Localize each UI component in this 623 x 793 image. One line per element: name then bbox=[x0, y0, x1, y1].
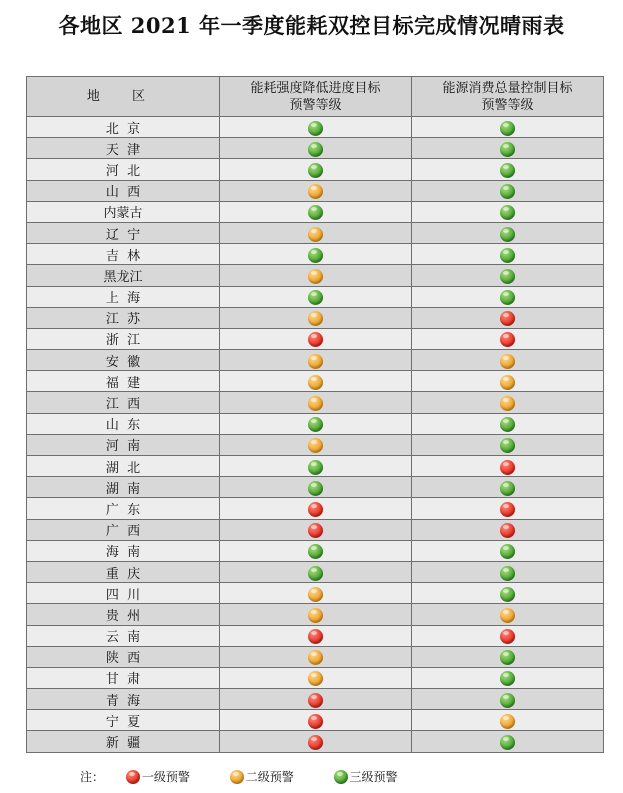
header-region-label: 地 区 bbox=[86, 89, 160, 104]
red-warning-icon bbox=[308, 693, 323, 708]
orange-warning-icon bbox=[500, 354, 515, 369]
region-name: 云 南 bbox=[27, 625, 220, 646]
total-warning-cell bbox=[412, 456, 604, 477]
warning-table bbox=[26, 76, 604, 753]
intensity-warning-cell bbox=[220, 710, 412, 731]
table-row bbox=[27, 710, 604, 731]
legend-item-level2 bbox=[230, 768, 294, 785]
orange-warning-icon bbox=[308, 587, 323, 602]
table-row bbox=[27, 689, 604, 710]
orange-warning-icon bbox=[308, 650, 323, 665]
green-warning-icon bbox=[500, 121, 515, 136]
total-warning-cell bbox=[412, 138, 604, 159]
total-warning-cell bbox=[412, 392, 604, 413]
total-warning-cell bbox=[412, 159, 604, 180]
red-warning-icon bbox=[308, 502, 323, 517]
table-row bbox=[27, 434, 604, 455]
header-region bbox=[27, 77, 220, 117]
intensity-warning-cell bbox=[220, 498, 412, 519]
header-intensity-line1: 能耗强度降低进度目标 bbox=[250, 80, 381, 96]
intensity-warning-cell bbox=[220, 159, 412, 180]
page-title: 各地区 2021 年一季度能耗双控目标完成情况晴雨表 bbox=[58, 13, 565, 38]
intensity-warning-cell bbox=[220, 350, 412, 371]
orange-warning-icon bbox=[308, 227, 323, 242]
intensity-warning-cell bbox=[220, 222, 412, 243]
intensity-warning-cell bbox=[220, 265, 412, 286]
intensity-warning-cell bbox=[220, 328, 412, 349]
red-warning-icon bbox=[500, 629, 515, 644]
red-warning-icon bbox=[500, 332, 515, 347]
intensity-warning-cell bbox=[220, 201, 412, 222]
total-warning-cell bbox=[412, 731, 604, 752]
green-warning-icon bbox=[308, 417, 323, 432]
green-warning-icon bbox=[500, 671, 515, 686]
intensity-warning-cell bbox=[220, 667, 412, 688]
total-warning-cell bbox=[412, 477, 604, 498]
region-name: 辽 宁 bbox=[27, 222, 220, 243]
header-total-line1: 能源消费总量控制目标 bbox=[442, 80, 573, 96]
intensity-warning-cell bbox=[220, 117, 412, 138]
header-intensity-line2: 预警等级 bbox=[289, 97, 342, 113]
table-row bbox=[27, 371, 604, 392]
table-row bbox=[27, 159, 604, 180]
red-warning-icon bbox=[308, 629, 323, 644]
header-intensity bbox=[220, 77, 412, 117]
region-name: 江 西 bbox=[27, 392, 220, 413]
region-name: 湖 南 bbox=[27, 477, 220, 498]
table-row bbox=[27, 561, 604, 582]
total-warning-cell bbox=[412, 561, 604, 582]
total-warning-cell bbox=[412, 413, 604, 434]
table-row bbox=[27, 180, 604, 201]
total-warning-cell bbox=[412, 689, 604, 710]
table-row bbox=[27, 498, 604, 519]
green-warning-icon bbox=[500, 205, 515, 220]
table-header-row bbox=[27, 77, 604, 117]
table-row bbox=[27, 138, 604, 159]
green-warning-icon bbox=[500, 269, 515, 284]
region-name: 吉 林 bbox=[27, 244, 220, 265]
table-row bbox=[27, 625, 604, 646]
red-warning-icon bbox=[500, 523, 515, 538]
region-name: 黑龙江 bbox=[27, 265, 220, 286]
total-warning-cell bbox=[412, 265, 604, 286]
region-name: 山 东 bbox=[27, 413, 220, 434]
total-warning-cell bbox=[412, 307, 604, 328]
intensity-warning-cell bbox=[220, 540, 412, 561]
table-row bbox=[27, 117, 604, 138]
region-name: 山 西 bbox=[27, 180, 220, 201]
intensity-warning-cell bbox=[220, 286, 412, 307]
table-row bbox=[27, 392, 604, 413]
region-name: 广 西 bbox=[27, 519, 220, 540]
green-warning-icon bbox=[500, 290, 515, 305]
green-warning-icon bbox=[500, 142, 515, 157]
intensity-warning-cell bbox=[220, 456, 412, 477]
orange-warning-icon bbox=[308, 438, 323, 453]
region-name: 上 海 bbox=[27, 286, 220, 307]
orange-warning-icon bbox=[308, 608, 323, 623]
red-warning-icon bbox=[308, 523, 323, 538]
green-warning-icon bbox=[308, 460, 323, 475]
legend-item-level3 bbox=[334, 768, 398, 785]
orange-warning-icon bbox=[230, 770, 244, 784]
intensity-warning-cell bbox=[220, 731, 412, 752]
table-row bbox=[27, 667, 604, 688]
green-warning-icon bbox=[308, 566, 323, 581]
intensity-warning-cell bbox=[220, 180, 412, 201]
intensity-warning-cell bbox=[220, 392, 412, 413]
legend-item-level1 bbox=[126, 768, 190, 785]
red-warning-icon bbox=[500, 460, 515, 475]
green-warning-icon bbox=[500, 650, 515, 665]
region-name: 河 北 bbox=[27, 159, 220, 180]
orange-warning-icon bbox=[308, 269, 323, 284]
table-row bbox=[27, 583, 604, 604]
intensity-warning-cell bbox=[220, 477, 412, 498]
total-warning-cell bbox=[412, 646, 604, 667]
red-warning-icon bbox=[308, 735, 323, 750]
green-warning-icon bbox=[308, 205, 323, 220]
region-name: 福 建 bbox=[27, 371, 220, 392]
region-name: 重 庆 bbox=[27, 561, 220, 582]
red-warning-icon bbox=[308, 332, 323, 347]
region-name: 浙 江 bbox=[27, 328, 220, 349]
green-warning-icon bbox=[500, 544, 515, 559]
orange-warning-icon bbox=[308, 396, 323, 411]
region-name: 内蒙古 bbox=[27, 201, 220, 222]
table-row bbox=[27, 413, 604, 434]
region-name: 甘 肃 bbox=[27, 667, 220, 688]
total-warning-cell bbox=[412, 117, 604, 138]
green-warning-icon bbox=[308, 142, 323, 157]
orange-warning-icon bbox=[500, 608, 515, 623]
orange-warning-icon bbox=[500, 714, 515, 729]
table-row bbox=[27, 201, 604, 222]
total-warning-cell bbox=[412, 583, 604, 604]
orange-warning-icon bbox=[308, 311, 323, 326]
legend-level3-label: 三级预警 bbox=[349, 770, 398, 784]
green-warning-icon bbox=[308, 544, 323, 559]
total-warning-cell bbox=[412, 667, 604, 688]
red-warning-icon bbox=[500, 502, 515, 517]
table-row bbox=[27, 244, 604, 265]
total-warning-cell bbox=[412, 286, 604, 307]
green-warning-icon bbox=[500, 417, 515, 432]
table-row bbox=[27, 540, 604, 561]
region-name: 天 津 bbox=[27, 138, 220, 159]
legend-level2-label: 二级预警 bbox=[245, 770, 294, 784]
green-warning-icon bbox=[500, 587, 515, 602]
total-warning-cell bbox=[412, 434, 604, 455]
green-warning-icon bbox=[500, 163, 515, 178]
table-row bbox=[27, 456, 604, 477]
intensity-warning-cell bbox=[220, 434, 412, 455]
intensity-warning-cell bbox=[220, 604, 412, 625]
intensity-warning-cell bbox=[220, 307, 412, 328]
green-warning-icon bbox=[500, 693, 515, 708]
total-warning-cell bbox=[412, 244, 604, 265]
total-warning-cell bbox=[412, 180, 604, 201]
green-warning-icon bbox=[308, 481, 323, 496]
region-name: 河 南 bbox=[27, 434, 220, 455]
green-warning-icon bbox=[308, 121, 323, 136]
green-warning-icon bbox=[500, 248, 515, 263]
green-warning-icon bbox=[308, 290, 323, 305]
total-warning-cell bbox=[412, 350, 604, 371]
green-warning-icon bbox=[500, 438, 515, 453]
region-name: 广 东 bbox=[27, 498, 220, 519]
region-name: 陕 西 bbox=[27, 646, 220, 667]
green-warning-icon bbox=[308, 163, 323, 178]
region-name: 江 苏 bbox=[27, 307, 220, 328]
total-warning-cell bbox=[412, 604, 604, 625]
intensity-warning-cell bbox=[220, 561, 412, 582]
intensity-warning-cell bbox=[220, 646, 412, 667]
region-name: 青 海 bbox=[27, 689, 220, 710]
orange-warning-icon bbox=[500, 396, 515, 411]
intensity-warning-cell bbox=[220, 244, 412, 265]
table-row bbox=[27, 519, 604, 540]
total-warning-cell bbox=[412, 328, 604, 349]
legend-level1-label: 一级预警 bbox=[141, 770, 190, 784]
legend-prefix: 注： bbox=[80, 770, 105, 784]
orange-warning-icon bbox=[308, 375, 323, 390]
table-row bbox=[27, 222, 604, 243]
header-total-line2: 预警等级 bbox=[481, 97, 534, 113]
orange-warning-icon bbox=[500, 375, 515, 390]
green-warning-icon bbox=[500, 184, 515, 199]
table-row bbox=[27, 731, 604, 752]
green-warning-icon bbox=[500, 227, 515, 242]
table-row bbox=[27, 286, 604, 307]
total-warning-cell bbox=[412, 540, 604, 561]
green-warning-icon bbox=[500, 566, 515, 581]
red-warning-icon bbox=[500, 311, 515, 326]
table-row bbox=[27, 646, 604, 667]
table-row bbox=[27, 328, 604, 349]
region-name: 四 川 bbox=[27, 583, 220, 604]
table-row bbox=[27, 604, 604, 625]
region-name: 新 疆 bbox=[27, 731, 220, 752]
intensity-warning-cell bbox=[220, 519, 412, 540]
region-name: 安 徽 bbox=[27, 350, 220, 371]
intensity-warning-cell bbox=[220, 583, 412, 604]
region-name: 贵 州 bbox=[27, 604, 220, 625]
table-row bbox=[27, 350, 604, 371]
total-warning-cell bbox=[412, 625, 604, 646]
intensity-warning-cell bbox=[220, 625, 412, 646]
table-row bbox=[27, 307, 604, 328]
orange-warning-icon bbox=[308, 671, 323, 686]
intensity-warning-cell bbox=[220, 371, 412, 392]
total-warning-cell bbox=[412, 371, 604, 392]
region-name: 海 南 bbox=[27, 540, 220, 561]
total-warning-cell bbox=[412, 710, 604, 731]
orange-warning-icon bbox=[308, 184, 323, 199]
green-warning-icon bbox=[308, 248, 323, 263]
total-warning-cell bbox=[412, 222, 604, 243]
intensity-warning-cell bbox=[220, 138, 412, 159]
total-warning-cell bbox=[412, 498, 604, 519]
table-row bbox=[27, 477, 604, 498]
intensity-warning-cell bbox=[220, 689, 412, 710]
region-name: 宁 夏 bbox=[27, 710, 220, 731]
table-row bbox=[27, 265, 604, 286]
header-total bbox=[412, 77, 604, 117]
total-warning-cell bbox=[412, 201, 604, 222]
green-warning-icon bbox=[500, 735, 515, 750]
green-warning-icon bbox=[500, 481, 515, 496]
green-warning-icon bbox=[334, 770, 348, 784]
total-warning-cell bbox=[412, 519, 604, 540]
red-warning-icon bbox=[308, 714, 323, 729]
region-name: 北 京 bbox=[27, 117, 220, 138]
region-name: 湖 北 bbox=[27, 456, 220, 477]
table-body bbox=[27, 117, 604, 753]
legend bbox=[80, 768, 434, 785]
intensity-warning-cell bbox=[220, 413, 412, 434]
orange-warning-icon bbox=[308, 354, 323, 369]
red-warning-icon bbox=[126, 770, 140, 784]
